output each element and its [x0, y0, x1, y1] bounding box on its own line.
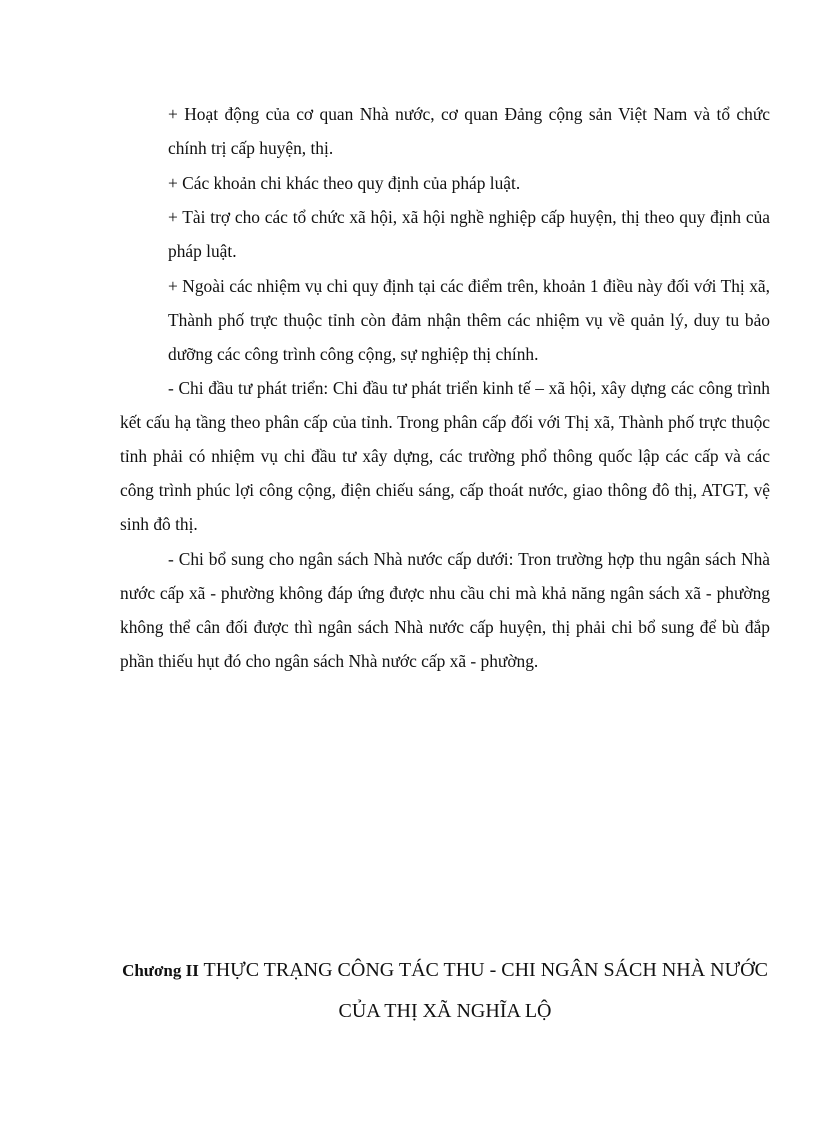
bullet-paragraph [168, 269, 770, 371]
paragraph-text: + Các khoản chi khác theo quy định của pháp luật. [168, 173, 521, 193]
chapter-title: THỰC TRẠNG CÔNG TÁC THU - CHI NGÂN SÁCH NHÀ NƯỚC CỦA THỊ XÃ NGHĨA LỘ [203, 959, 768, 1022]
bullet-paragraph [168, 97, 770, 165]
paragraph-text: - Chi bổ sung cho ngân sách Nhà nước cấp dưới: Tron trường hợp thu ngân sách Nhà nước cấp xã - phường không đáp ứng được nhu cầu chi mà khả năng ngân sách xã - phường không thể cân đối được thì ngân sách Nhà nước cấp huyện, thị phải chi bổ sung để bù đắp phần thiếu hụt đó cho ngân sách Nhà nước cấp xã - phường. [120, 549, 770, 671]
paragraph-text: + Tài trợ cho các tổ chức xã hội, xã hội nghề nghiệp cấp huyện, thị theo quy định của pháp luật. [168, 207, 770, 261]
body-paragraph [120, 371, 770, 541]
chapter-label: Chương II [122, 961, 199, 980]
paragraph-text: + Hoạt động của cơ quan Nhà nước, cơ quan Đảng cộng sản Việt Nam và tổ chức chính trị cấp huyện, thị. [168, 104, 770, 158]
bullet-paragraph [168, 200, 770, 268]
paragraph-text: + Ngoài các nhiệm vụ chi quy định tại các điểm trên, khoản 1 điều này đối với Thị xã, Thành phố trực thuộc tỉnh còn đảm nhận thêm các nhiệm vụ về quản lý, duy tu bảo dưỡng các công trình công cộng, sự nghiệp thị chính. [168, 276, 770, 364]
chapter-heading [120, 950, 770, 1031]
paragraph-text: - Chi đầu tư phát triển: Chi đầu tư phát triển kinh tế – xã hội, xây dựng các công trình kết cấu hạ tầng theo phân cấp của tỉnh. Trong phân cấp đối với Thị xã, Thành phố trực thuộc tỉnh phải có nhiệm vụ chi đầu tư xây dựng, các trường phổ thông quốc lập các cấp và các công trình phúc lợi công cộng, điện chiếu sáng, cấp thoát nước, giao thông đô thị, ATGT, vệ sinh đô thị. [120, 378, 770, 534]
body-paragraph [120, 542, 770, 678]
bullet-paragraph [168, 166, 770, 200]
